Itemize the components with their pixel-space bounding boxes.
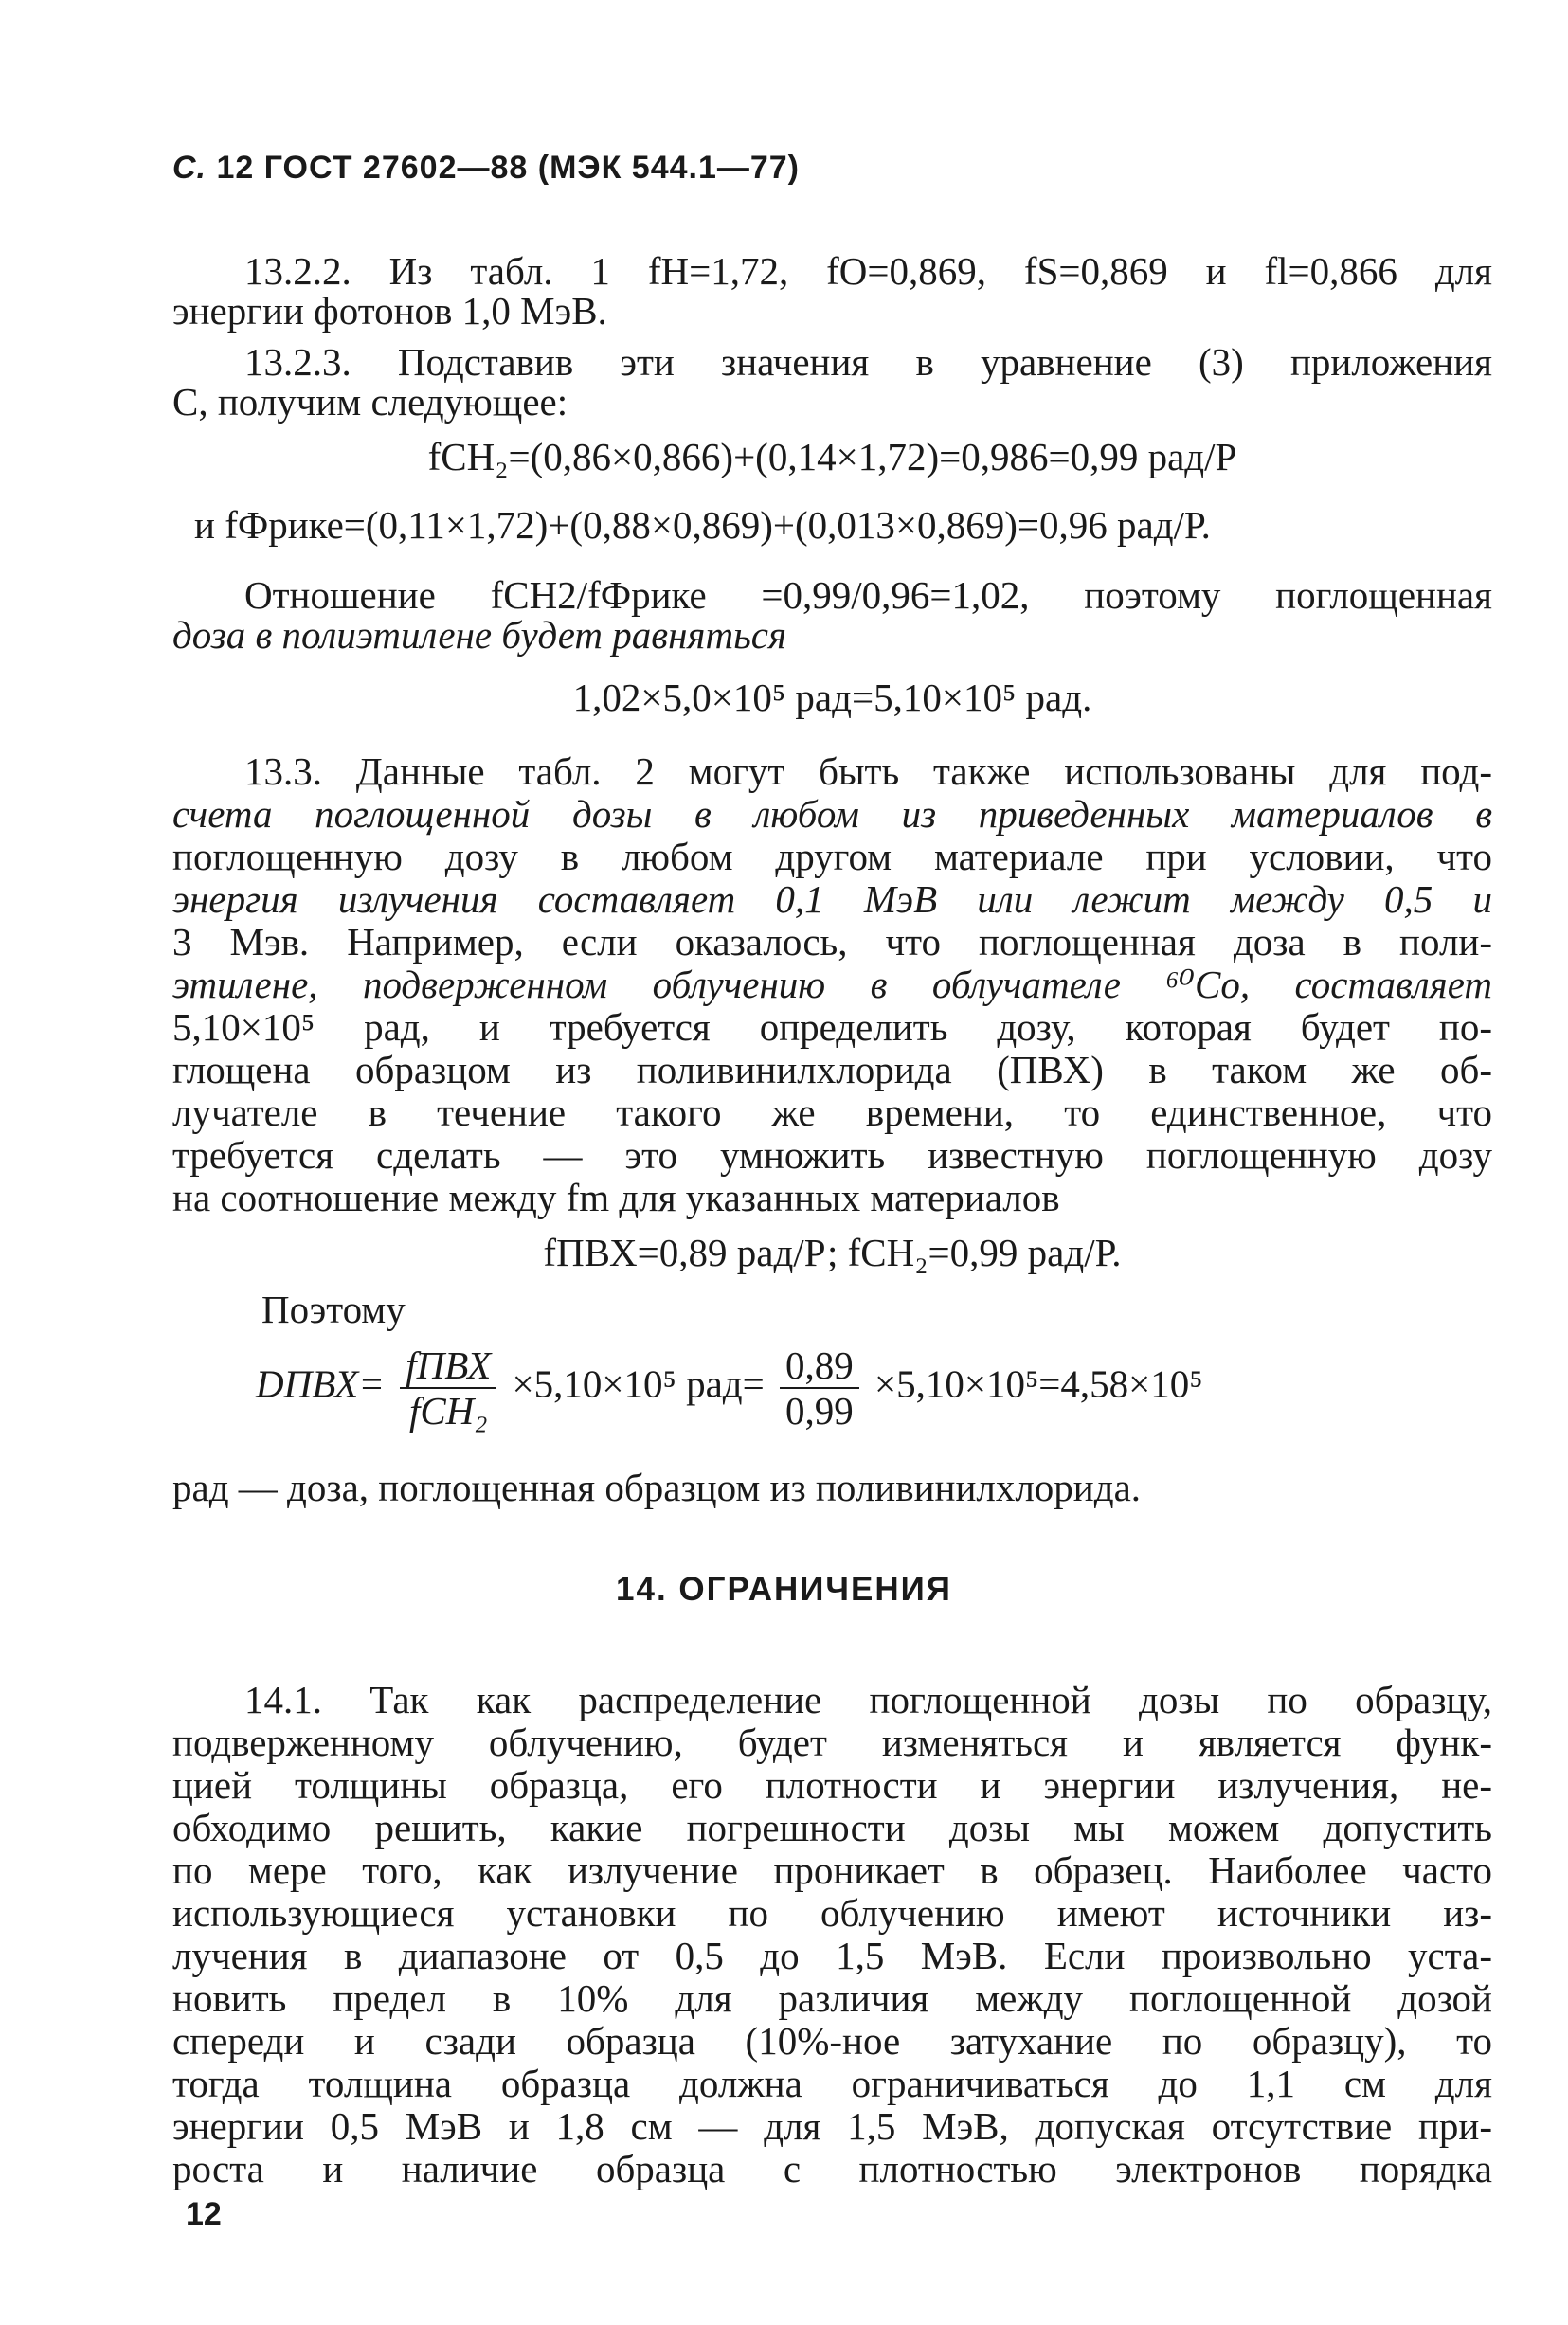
para-13-3-line-5: 3 Мэв. Например, если оказалось, что поглощенная доза в поли- [172,920,1492,964]
header-iec: (МЭК 544.1—77) [537,150,801,186]
para-13-2-3-line-1: 13.2.3. Подставив эти значения в уравнение (3) приложения [244,340,1492,384]
fraction-089-over-099 [780,1343,859,1433]
page-header [172,150,800,187]
header-page: 12 [216,150,255,186]
para-14-1-line-7: лучения в диапазоне от 0,5 до 1,5 МэВ. Если произвольно уста- [172,1934,1492,1977]
dose-formula-mid: ×5,10×10⁵ рад= [512,1361,765,1406]
para-13-3-line-7: 5,10×10⁵ рад, и требуется определить дозу, которая будет по- [172,1005,1492,1049]
para-13-3-line-6: этилене, подверженном облучению в облучателе ⁶⁰Co, составляет [172,963,1492,1006]
section-14-title: 14. ОГРАНИЧЕНИЯ [616,1571,952,1608]
dose-formula [256,1343,1203,1433]
fraction-1-numerator: fПВХ [400,1343,496,1389]
para-14-1-line-2: подверженному облучению, будет изменяться и является функ- [172,1721,1492,1764]
para-13-3-line-8: глощена образцом из поливинилхлорида (ПВХ) в таком же об- [172,1048,1492,1091]
para-14-1-line-9: спереди и сзади образца (10%-ное затухание по образцу), то [172,2019,1492,2063]
para-14-1-line-8: новить предел в 10% для различия между поглощенной дозой [172,1976,1492,2020]
fraction-1-denominator: fСН₂ [408,1389,488,1433]
para-14-1-line-6: использующиеся установки по облучению имеют источники из- [172,1891,1492,1935]
header-standard: ГОСТ 27602—88 [263,150,529,186]
therefore-label: Поэтому [261,1288,406,1331]
page-number: 12 [186,2196,222,2232]
para-13-3-line-10: требуется сделать — это умножить известную поглощенную дозу [172,1133,1492,1177]
ratio-line-2: доза в полиэтилене будет равняться [172,613,787,657]
ratio-equation: 1,02×5,0×10⁵ рад=5,10×10⁵ рад. [572,676,1092,719]
para-13-3-line-9: лучателе в течение такого же времени, то единственное, что [172,1090,1492,1134]
para-14-1-line-12: роста и наличие образца с плотностью электронов порядка [172,2147,1492,2190]
para-14-1-line-10: тогда толщина образца должна ограничиваться до 1,1 см для [172,2062,1492,2105]
para-13-2-2-line-2: энергии фотонов 1,0 МэВ. [172,289,607,333]
fraction-f-pvc-over-f-ch2 [400,1343,496,1433]
fraction-2-numerator: 0,89 [780,1343,859,1389]
para-14-1-line-4: обходимо решить, какие погрешности дозы мы можем допустить [172,1806,1492,1849]
para-14-1-line-5: по мере того, как излучение проникает в образец. Наиболее часто [172,1848,1492,1892]
para-13-3-line-2: счета поглощенной дозы в любом из приведенных материалов в [172,792,1492,836]
para-13-2-3-line-2: С, получим следующее: [172,380,568,424]
para-13-2-2-line-1: 13.2.2. Из табл. 1 fН=1,72, fО=0,869, fS=0,869 и fl=0,866 для [244,249,1492,293]
para-13-3-line-11: на соотношение между fm для указанных материалов [172,1176,1060,1219]
dose-formula-rhs: ×5,10×10⁵=4,58×10⁵ [874,1361,1203,1406]
header-prefix: С. [172,150,207,186]
equation-f-ch2: fСН₂=(0,86×0,866)+(0,14×1,72)=0,986=0,99 рад/Р [427,435,1237,478]
fraction-2-denominator: 0,99 [785,1389,854,1433]
para-13-3-line-3: поглощенную дозу в любом другом материале при условии, что [172,835,1492,878]
pvc-equation: fПВХ=0,89 рад/Р; fСН₂=0,99 рад/Р. [543,1231,1122,1274]
para-14-1-line-1: 14.1. Так как распределение поглощенной дозы по образцу, [244,1678,1492,1721]
equation-f-fricke: и fФрике=(0,11×1,72)+(0,88×0,869)+(0,013×0,869)=0,96 рад/Р. [194,503,1211,547]
dose-formula-lhs: DПВХ= [256,1361,385,1406]
para-14-1-line-11: энергии 0,5 МэВ и 1,8 см — для 1,5 МэВ, допуская отсутствие при- [172,2104,1492,2148]
para-13-3-line-4: энергия излучения составляет 0,1 МэВ или лежит между 0,5 и [172,877,1492,921]
para-14-1-line-3: цией толщины образца, его плотности и энергии излучения, не- [172,1763,1492,1807]
ratio-line-1: Отношение fСН2/fФрике =0,99/0,96=1,02, поэтому поглощенная [244,573,1492,617]
para-13-3-line-1: 13.3. Данные табл. 2 могут быть также использованы для под- [244,749,1492,793]
dose-caption: рад — доза, поглощенная образцом из поливинилхлорида. [172,1466,1142,1509]
